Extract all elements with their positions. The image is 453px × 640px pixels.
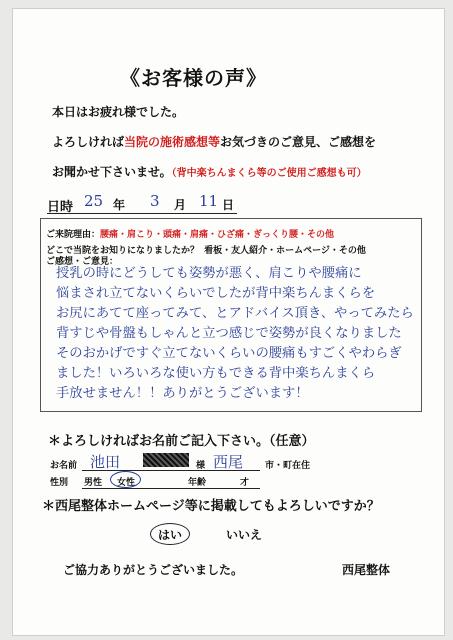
intro-line-2-post: お気づきのご意見、ご感想を	[220, 135, 377, 149]
redacted-name-block	[143, 453, 189, 467]
intro-line-3-main: お聞かせ下さいませ。	[52, 165, 172, 179]
name-label: お名前	[50, 461, 78, 471]
age-label: 年齢	[188, 478, 207, 488]
female-selected-circle	[110, 471, 141, 488]
comment-label: ご感想・ご意見：	[46, 257, 119, 267]
reason-label: ご来院理由：	[46, 230, 101, 240]
gender-male: 男性	[84, 478, 103, 488]
date-month: 3	[150, 192, 160, 210]
gender-label: 性別	[50, 478, 69, 488]
source-label: どこで当院をお知りになりましたか？	[46, 246, 200, 256]
comment-line: ました！いろいろな使い方もできる背中楽ちんまくら	[56, 366, 376, 381]
publish-no: いいえ	[226, 528, 263, 542]
date-day: 11	[199, 192, 219, 210]
yes-selected-circle	[150, 523, 190, 545]
thanks-text: ご協力ありがとうございました。	[63, 563, 244, 577]
comment-line: 授乳の時にどうしても姿勢が悪く、肩こりや腰痛に	[56, 266, 362, 281]
date-year: 25	[84, 192, 104, 210]
date-underline	[47, 213, 237, 214]
name-underline	[82, 470, 260, 471]
date-label: 日時	[47, 200, 74, 215]
comment-line: 手放せません！！ありがとうございます！	[56, 386, 309, 401]
publish-question: ＊西尾整体ホームページ等に掲載してもよろしいですか？	[42, 499, 380, 514]
age-unit: 才	[240, 478, 250, 488]
gender-underline	[82, 488, 260, 489]
comment-line: お尻にあてて座ってみて、とアドバイス頂き、やってみたら	[56, 306, 414, 321]
clinic-name: 西尾整体	[342, 563, 391, 577]
intro-note: （背中楽ちんまくら等のご使用ご感想も可）	[171, 168, 367, 179]
date-month-unit: 月	[174, 198, 187, 212]
intro-line-1: 本日はお疲れ様でした。	[52, 105, 185, 119]
intro-line-2	[52, 133, 376, 150]
intro-line-3	[52, 163, 367, 180]
comment-line: 悩まされ立てないくらいでしたが背中楽ちんまくらを	[56, 286, 376, 301]
publish-yes: はい	[158, 528, 183, 542]
name-heading: ＊よろしければお名前ご記入下さい。（任意）	[48, 434, 315, 449]
residence-value: 西尾	[213, 453, 244, 471]
comment-line: 背すじや骨盤もしゃんと立つ感じで姿勢が良くなりました	[56, 326, 402, 341]
residence-label: 市・町在住	[265, 461, 311, 471]
name-value: 池田	[90, 453, 121, 471]
intro-line-2-pre: よろしければ	[52, 135, 125, 149]
sama-label: 様	[196, 461, 206, 471]
date-day-unit: 日	[222, 198, 235, 212]
reason-options: 腰痛・肩こり・頭痛・肩痛・ひざ痛・ぎっくり腰・その他	[100, 230, 335, 240]
date-year-unit: 年	[113, 198, 126, 212]
comment-line: そのおかげですぐ立てないくらいの腰痛もすごくやわらぎ	[56, 346, 402, 361]
source-options: 看板・友人紹介・ホームページ・その他	[204, 246, 366, 256]
gender-female: 女性	[117, 478, 136, 488]
page-title: 《お客様の声》	[120, 66, 267, 90]
intro-line-2-highlight: 当院の施術感想等	[124, 135, 221, 149]
